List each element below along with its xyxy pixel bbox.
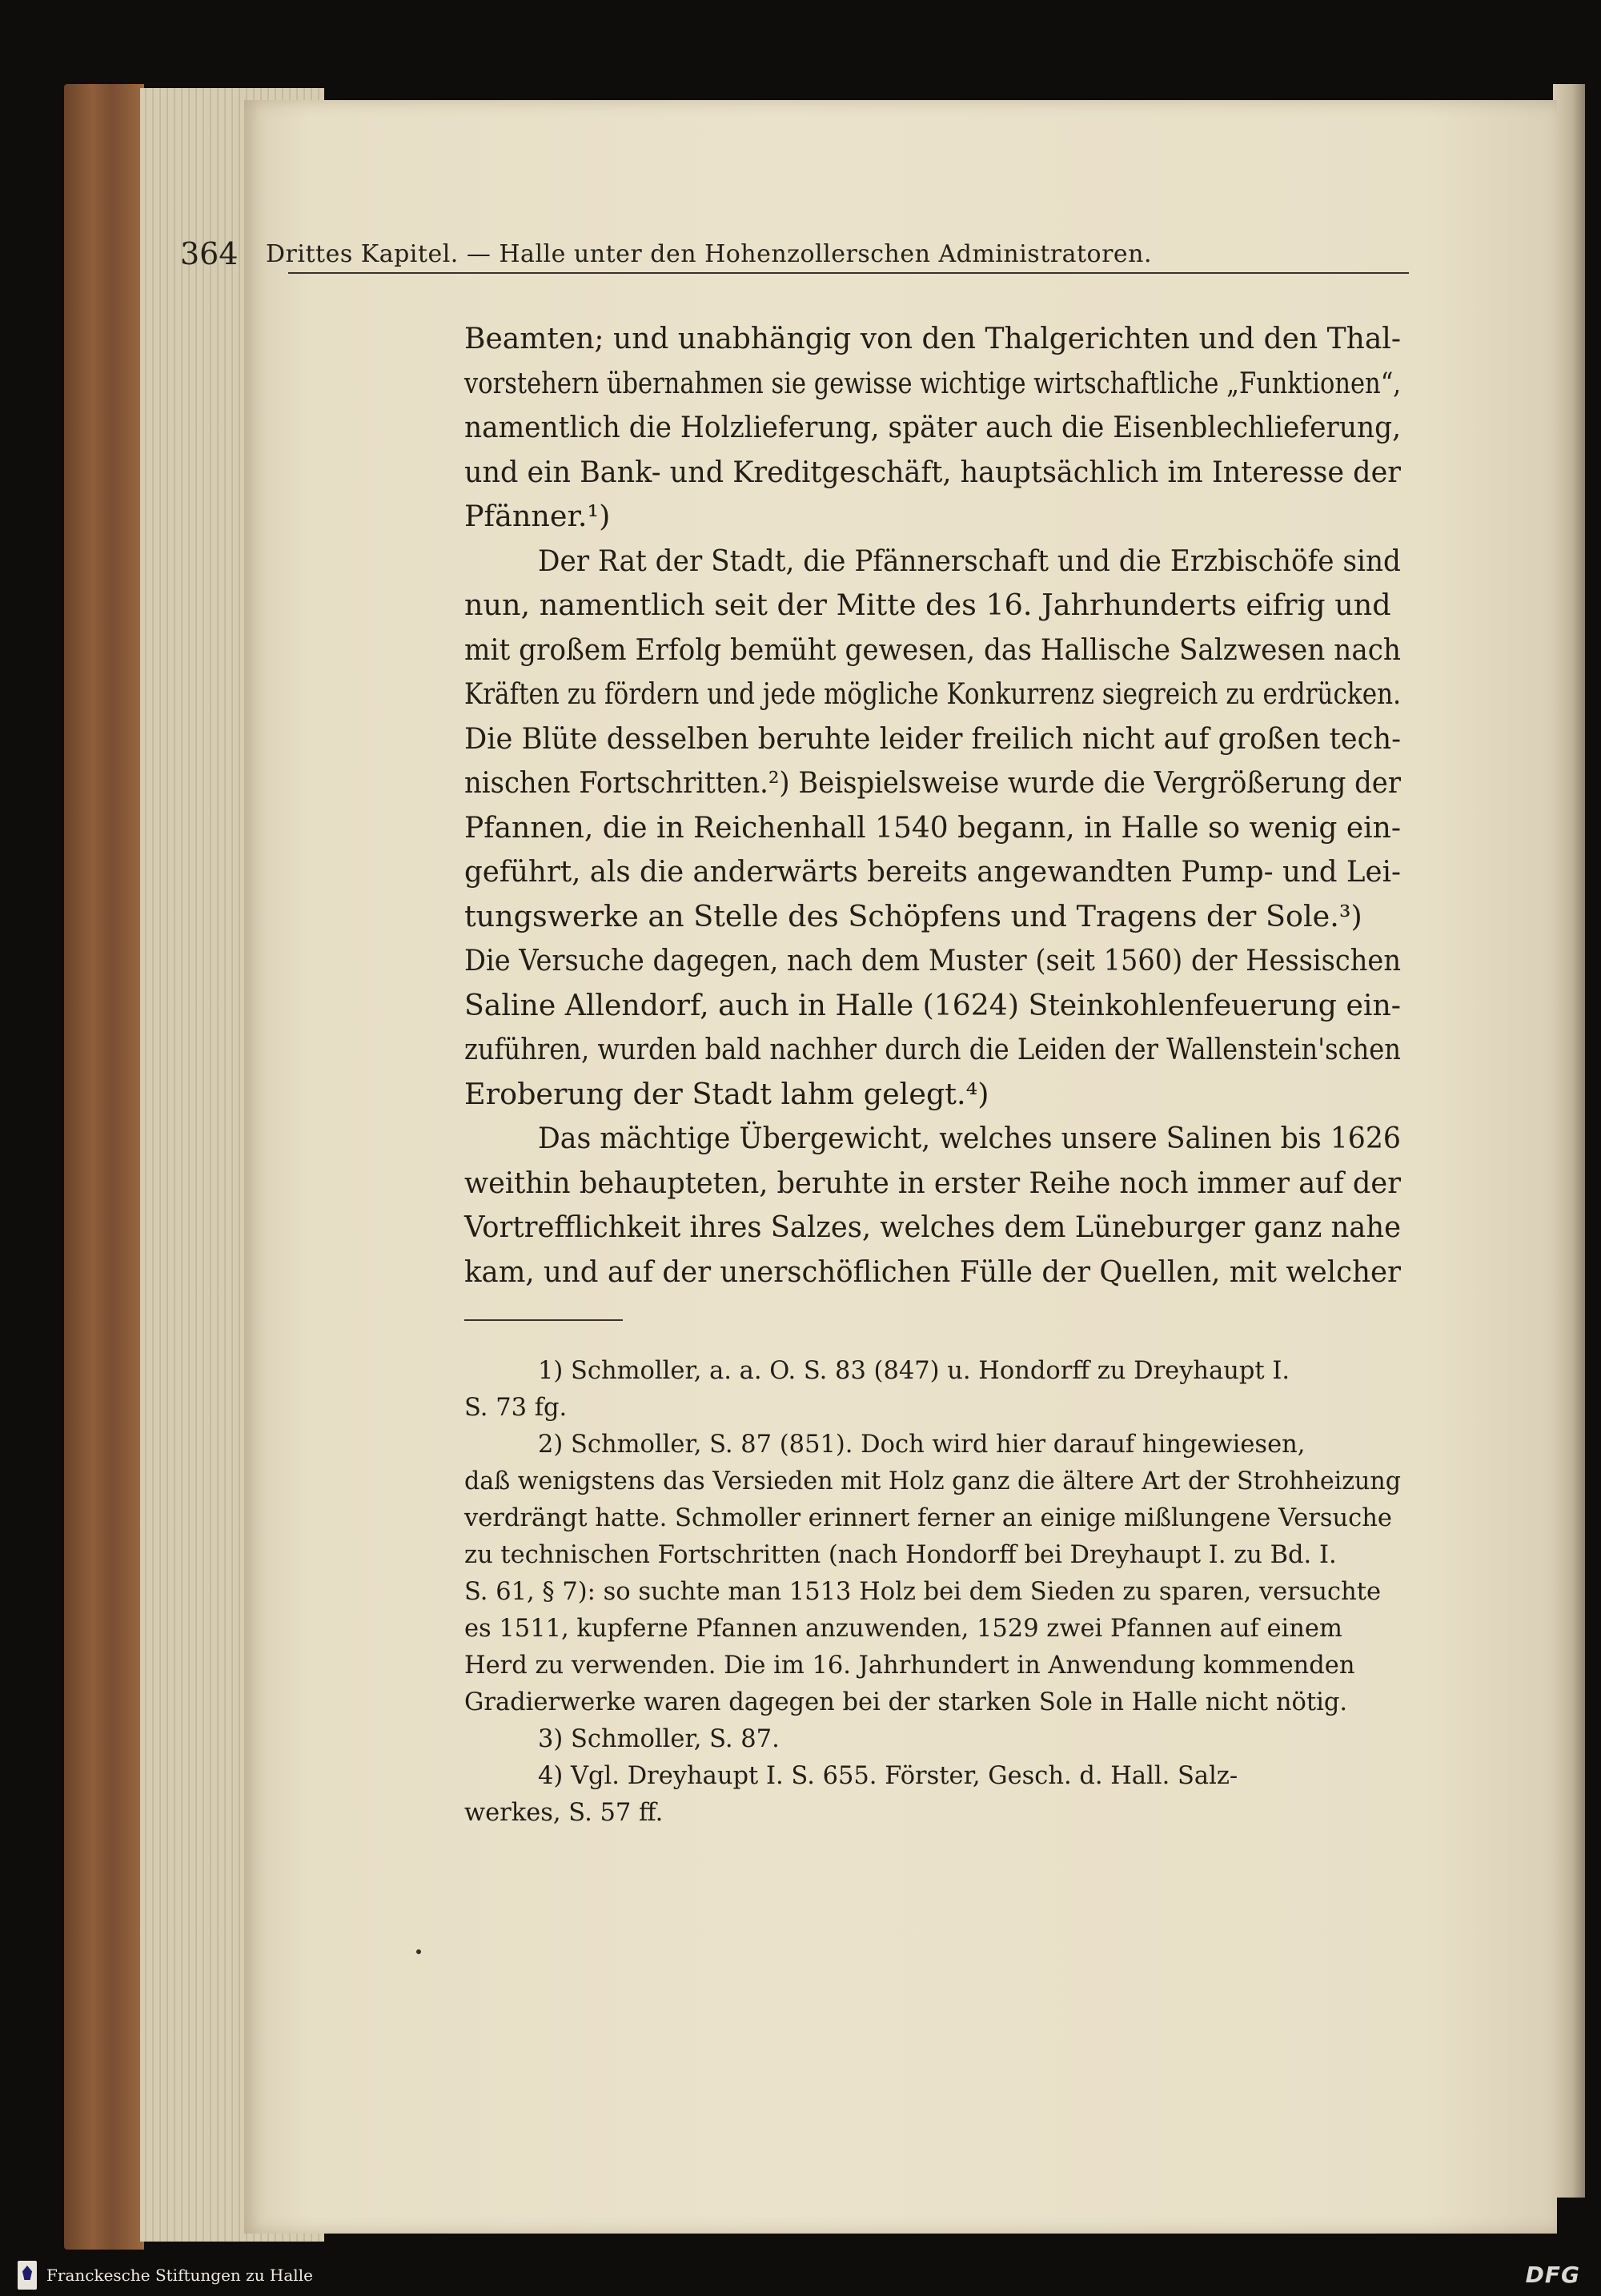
text-line: vorstehern übernahmen sie gewisse wichtige wirtschaftliche „Funktionen“, [464, 365, 1401, 400]
text-line: Eroberung der Stadt lahm gelegt.⁴) [464, 1076, 989, 1111]
text-line: tungswerke an Stelle des Schöpfens und Tragens der Sole.³) [464, 898, 1362, 933]
footnote-line: 3) Schmoller, S. 87. [538, 1725, 780, 1753]
text-line: Vortrefflichkeit ihres Salzes, welches dem Lüneburger ganz nahe [464, 1210, 1401, 1244]
page-number: 364 [180, 236, 239, 271]
footnote-line: Herd zu verwenden. Die im 16. Jahrhundert in Anwendung kommenden [464, 1652, 1355, 1680]
institution-name: Franckesche Stiftungen zu Halle [46, 2266, 313, 2285]
footnote-line: 1) Schmoller, a. a. O. S. 83 (847) u. Hondorff zu Dreyhaupt I. [538, 1357, 1290, 1385]
text-line: Saline Allendorf, auch in Halle (1624) Steinkohlenfeuerung ein- [464, 987, 1401, 1022]
text-line: Beamten; und unabhängig von den Thalgerichten und den Thal- [464, 321, 1401, 355]
text-line: Kräften zu fördern und jede mögliche Konkurrenz siegreich zu erdrücken. [464, 676, 1401, 711]
facing-page-edge [1553, 84, 1585, 2198]
text-line: Pfannen, die in Reichenhall 1540 begann, in Halle so wenig ein- [464, 809, 1401, 845]
dfg-logo: DFG [1525, 2262, 1580, 2288]
text-line: namentlich die Holzlieferung, später auch die Eisenblechlieferung, [464, 410, 1401, 444]
text-line: Das mächtige Übergewicht, welches unsere Salinen bis 1626 [538, 1121, 1401, 1155]
footnote-line: daß wenigstens das Versieden mit Holz ganz die ältere Art der Strohheizung [464, 1467, 1401, 1495]
footnote-line: 4) Vgl. Dreyhaupt I. S. 655. Förster, Gesch. d. Hall. Salz- [538, 1762, 1238, 1790]
institution-logo [18, 2261, 37, 2290]
main-text [464, 316, 1401, 1294]
running-head: Drittes Kapitel. — Halle unter den Hohenzollerschen Administratoren. [266, 240, 1153, 268]
text-line: kam, und auf der unerschöflichen Fülle der Quellen, mit welcher [464, 1254, 1401, 1289]
footnote-line: verdrängt hatte. Schmoller erinnert ferner an einige mißlungene Versuche [464, 1504, 1392, 1532]
text-line: nun, namentlich seit der Mitte des 16. Jahrhunderts eifrig und [464, 588, 1391, 622]
crest-icon [22, 2266, 32, 2280]
text-line: mit großem Erfolg bemüht gewesen, das Hallische Salzwesen nach [464, 632, 1401, 667]
footnote-line: S. 73 fg. [464, 1394, 568, 1422]
text-line: zuführen, wurden bald nachher durch die Leiden der Wallenstein'schen [464, 1032, 1401, 1066]
footnote-line: zu technischen Fortschritten (nach Hondorff bei Dreyhaupt I. zu Bd. I. [464, 1541, 1337, 1569]
footnote-line: 2) Schmoller, S. 87 (851). Doch wird hier darauf hingewiesen, [538, 1431, 1306, 1459]
paper-blemish [416, 1949, 421, 1954]
text-line: Pfänner.¹) [464, 499, 611, 533]
footnote-line: S. 61, § 7): so suchte man 1513 Holz bei dem Sieden zu sparen, versuchte [464, 1578, 1382, 1606]
footnote-separator [464, 1319, 623, 1321]
footnote-line: es 1511, kupferne Pfannen anzuwenden, 1529 zwei Pfannen auf einem [464, 1615, 1342, 1643]
text-line: weithin behaupteten, beruhte in erster Reihe noch immer auf der [464, 1165, 1401, 1200]
text-line: Der Rat der Stadt, die Pfännerschaft und die Erzbischöfe sind [538, 543, 1401, 578]
footnotes [464, 1353, 1401, 1832]
viewer-footer [0, 2254, 1601, 2296]
book-cover-left [64, 84, 144, 2250]
text-line: Die Blüte desselben beruhte leider freilich nicht auf großen tech- [464, 721, 1401, 756]
text-line: Die Versuche dagegen, nach dem Muster (seit 1560) der Hessischen [464, 943, 1401, 977]
text-line: und ein Bank- und Kreditgeschäft, hauptsächlich im Interesse der [464, 454, 1401, 489]
text-line: nischen Fortschritten.²) Beispielsweise wurde die Vergrößerung der [464, 765, 1401, 800]
footnote-line: werkes, S. 57 ff. [464, 1799, 664, 1827]
text-line: geführt, als die anderwärts bereits angewandten Pump- und Lei- [464, 854, 1401, 889]
footnote-line: Gradierwerke waren dagegen bei der starken Sole in Halle nicht nötig. [464, 1688, 1348, 1716]
